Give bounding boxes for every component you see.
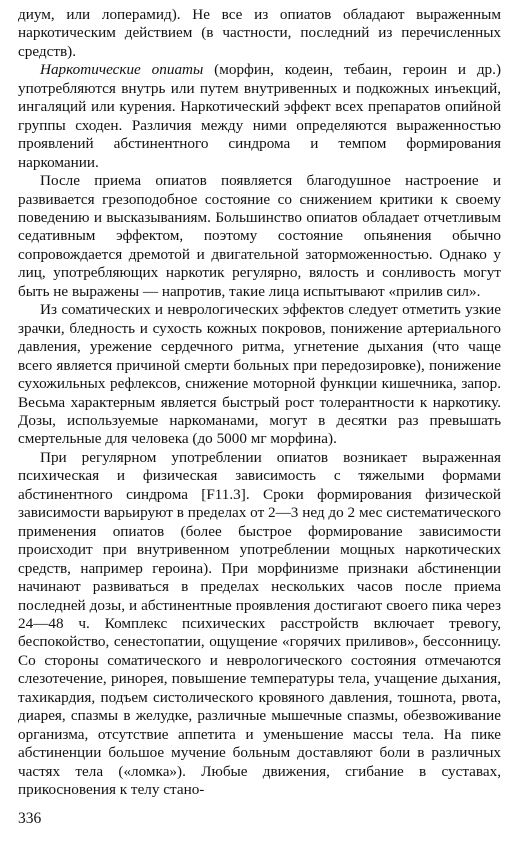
paragraph-4 — [18, 301, 501, 449]
paragraph-2 — [18, 61, 501, 172]
page-number: 336 — [18, 810, 42, 827]
paragraph-2-text: (морфин, кодеин, тебаин, героин и др.) употребляются внутрь или путем внутривенных и подкожных инъекций, ингаляций или курения. Наркотический эффект всех препаратов опийной группы сходен. Различия между ними определяются выраженностью проявлений абстинентного синдрома и темпом формирования наркомании. — [18, 61, 501, 171]
paragraph-1-text: диум, или лоперамид). Не все из опиатов обладают выраженным наркотическим действием (в частности, последний из перечисленных средств). — [18, 6, 501, 60]
paragraph-5 — [18, 449, 501, 800]
paragraph-3-text: После приема опиатов появляется благодушное настроение и развивается грезоподобное состояние со снижением критики к своему поведению и высказываниям. Большинство опиатов обладает отчетливым седативным эффектом, поэтому состояние опьянения обычно сопровождается дремотой и двигательной заторможенностью. Однако у лиц, употребляющих наркотик регулярно, вялость и сонливость могут быть не выражены — напротив, такие лица испытывают «прилив сил». — [18, 172, 501, 300]
paragraph-1 — [18, 6, 501, 61]
paragraph-4-text: Из соматических и неврологических эффектов следует отметить узкие зрачки, бледность и сухость кожных покровов, понижение артериального давления, урежение сердечного ритма, угнетение дыхания (что чаще всего является причиной смерти больных при передозировке), понижение сухожильных рефлексов, снижение моторной функции кишечника, запор. Весьма характерным является быстрый рост толерантности к наркотику. Дозы, используемые наркоманами, могут в десятки раз превышать смертельные для человека (до 5000 мг морфина). — [18, 301, 501, 448]
paragraph-5-text: При регулярном употреблении опиатов возникает выраженная психическая и физическая зависимость с тяжелыми формами абстинентного синдрома [F11.3]. Сроки формирования физической зависимости варьируют в пределах от 2—3 нед до 2 мес систематического применения опиатов (более быстрое формирование зависимости происходит при внутривенном употреблении мощных наркотических средств, например героина). При морфинизме признаки абстиненции начинают развиваться в пределах нескольких часов после приема последней дозы, и абстинентные проявления достигают своего пика через 24—48 ч. Комплекс психических расстройств включает тревогу, беспокойство, сенестопатии, ощущение «горячих приливов», бессонницу. Со стороны соматического и неврологического состояния отмечаются слезотечение, ринорея, повышение температуры тела, учащение дыхания, тахикардия, подъем систолического кровяного давления, тошнота, рвота, диарея, спазмы в желудке, различные мышечные спазмы, обезвоживание организма, отсутствие аппетита и уменьшение массы тела. На пике абстиненции большое мучение больным доставляют боли в различных частях тела («ломка»). Любые движения, сгибание в суставах, прикосновения к телу стано- — [18, 448, 501, 799]
paragraph-3 — [18, 172, 501, 301]
paragraph-2-lead-term: Наркотические опиаты — [40, 61, 204, 79]
page-body — [18, 6, 501, 799]
